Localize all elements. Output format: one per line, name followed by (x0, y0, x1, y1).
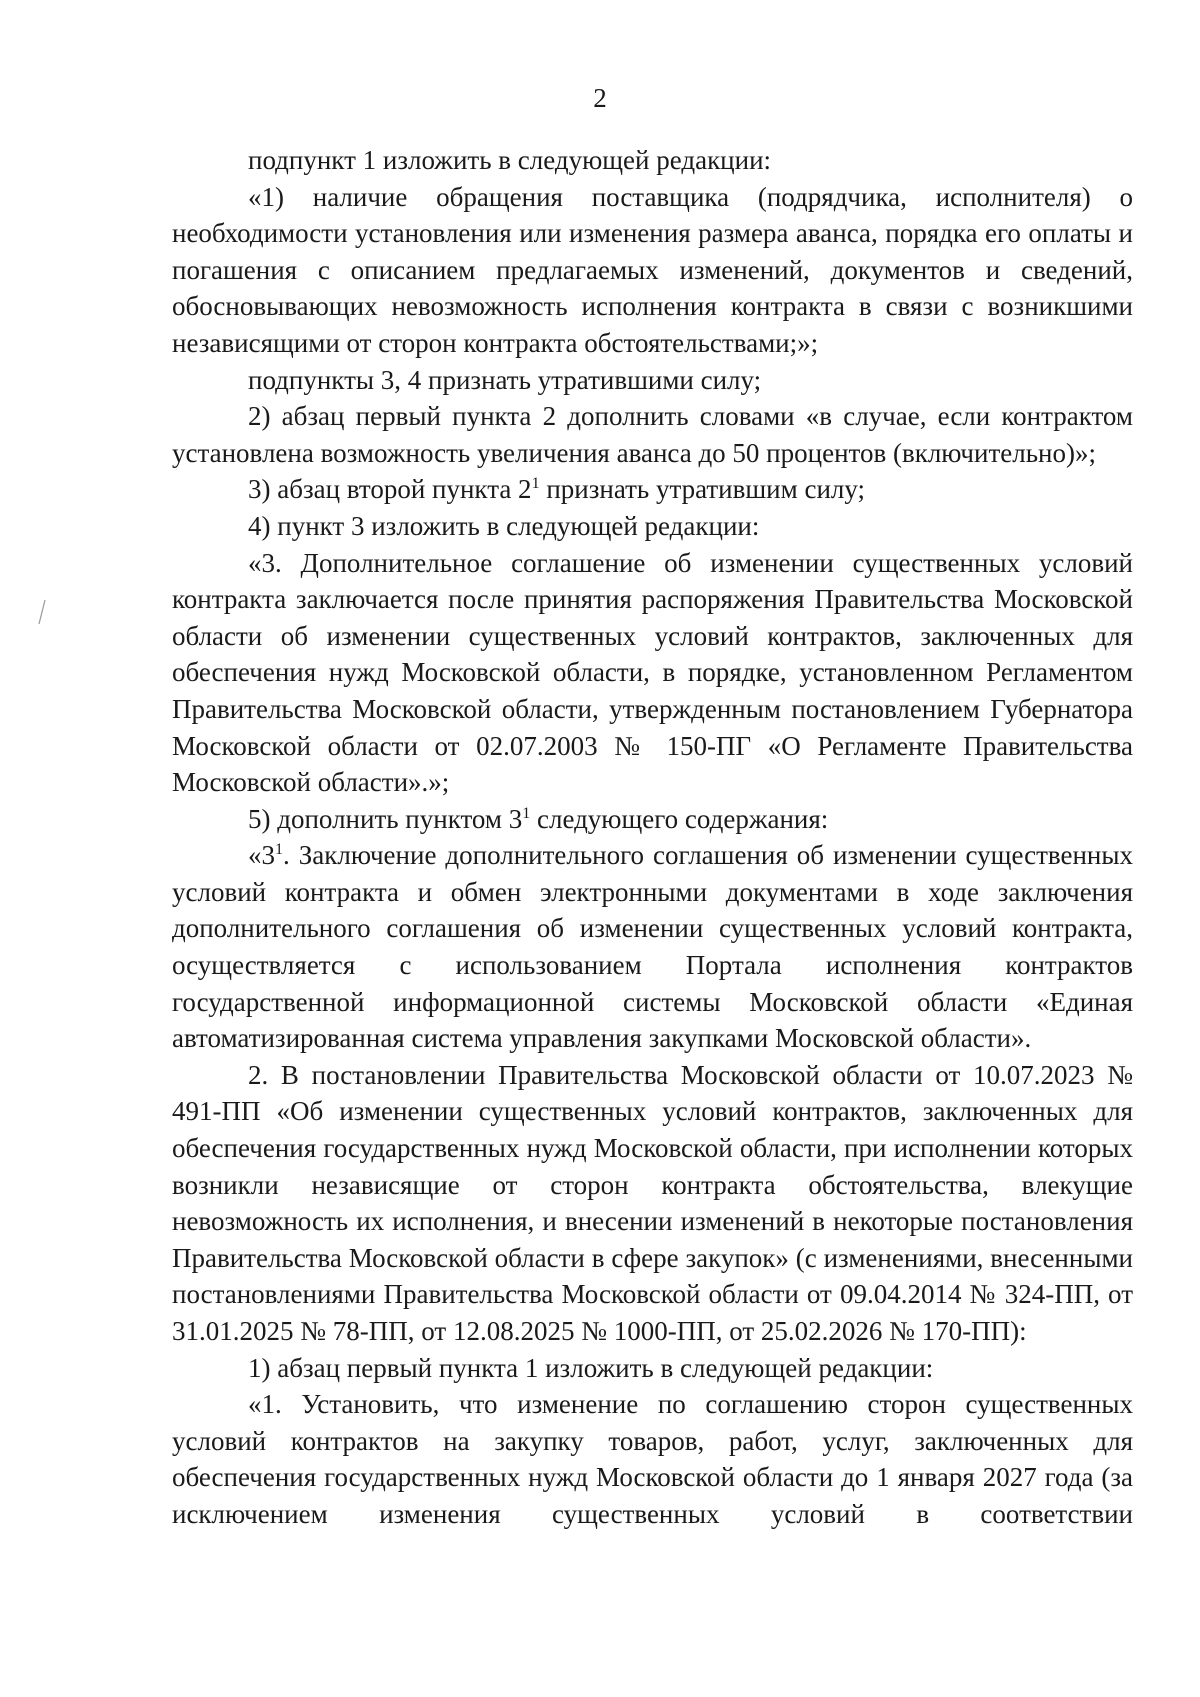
paragraph-quoted-item-1: «1) наличие обращения поставщика (подрядчика, исполнителя) о необходимости установления или изменения размера аванса, порядка его оплаты и погашения с описанием предлагаемых изменений, документов и сведений, обосновывающих невозможность исполнения контракта в связи с возникшими независящими от сторон контракта обстоятельствами;»; (172, 181, 1133, 358)
paragraph-subitems-3-4-void: подпункты 3, 4 признать утратившими силу; (248, 364, 762, 395)
page-number: 2 (593, 83, 607, 113)
text-fragment: признать утратившим силу; (539, 474, 866, 505)
paragraph-item-5 (172, 801, 1133, 838)
text-fragment: 3) абзац второй пункта 2 (248, 474, 532, 505)
paragraph-item-2: 2) абзац первый пункта 2 дополнить словами «в случае, если контрактом установлена возможность увеличения аванса до 50 процентов (включительно)»; (172, 401, 1133, 468)
text-fragment: 5) дополнить пунктом 3 (248, 803, 523, 834)
text-fragment: следующего содержания: (530, 803, 829, 834)
superscript: 1 (531, 475, 540, 493)
text-fragment: . Заключение дополнительного соглашения об изменении существенных условий контракта и обмен электронными документами в ходе заключения дополнительного соглашения об изменении существенных условий контракта, осуществляется с использованием Портала исполнения контрактов государственной информационной системы Московской области «Единая автоматизированная система управления закупками Московской области». (172, 840, 1133, 1054)
paragraph-subitem-1-intro: подпункт 1 изложить в следующей редакции: (248, 145, 772, 175)
paragraph-quoted-point-3-1 (172, 837, 1133, 1057)
superscript: 1 (275, 841, 283, 859)
paragraph-item-4: 4) пункт 3 изложить в следующей редакции: (248, 510, 760, 541)
paragraph-section-2: 2. В постановлении Правительства Московской области от 10.07.2023 № 491-ПП «Об изменении существенных условий контрактов, заключенных для обеспечения государственных нужд Московской области, при исполнении которых возникли независящие от сторон контракта обстоятельства, влекущие невозможность их исполнения, и внесении изменений в некоторые постановления Правительства Московской области в сфере закупок» (с изменениями, внесенными постановлениями Правительства Московской области от 09.04.2014 № 324-ПП, от 31.01.2025 № 78-ПП, от 12.08.2025 № 1000-ПП, от 25.02.2026 № 170-ПП): (172, 1059, 1133, 1346)
text-fragment: «3 (248, 840, 275, 871)
margin-pencil-mark (36, 598, 48, 626)
paragraph-section-2-item-1: 1) абзац первый пункта 1 изложить в следующей редакции: (248, 1352, 934, 1383)
paragraph-quoted-point-1: «1. Установить, что изменение по соглашению сторон существенных условий контрактов на закупку товаров, работ, услуг, заключенных для обеспечения государственных нужд Московской области до 1 января 2027 года (за исключением изменения существенных условий в соответствии (172, 1389, 1133, 1529)
document-body (172, 142, 1133, 1533)
superscript: 1 (522, 804, 531, 822)
paragraph-quoted-point-3: «3. Дополнительное соглашение об изменении существенных условий контракта заключается после принятия распоряжения Правительства Московской области об изменении существенных условий контрактов, заключенных для обеспечения нужд Московской области, в порядке, установленном Регламентом Правительства Московской области, утвержденным постановлением Губернатора Московской области от 02.07.2003 № 150-ПГ «О Регламенте Правительства Московской области».»; (172, 547, 1133, 798)
paragraph-item-3 (172, 471, 1133, 508)
